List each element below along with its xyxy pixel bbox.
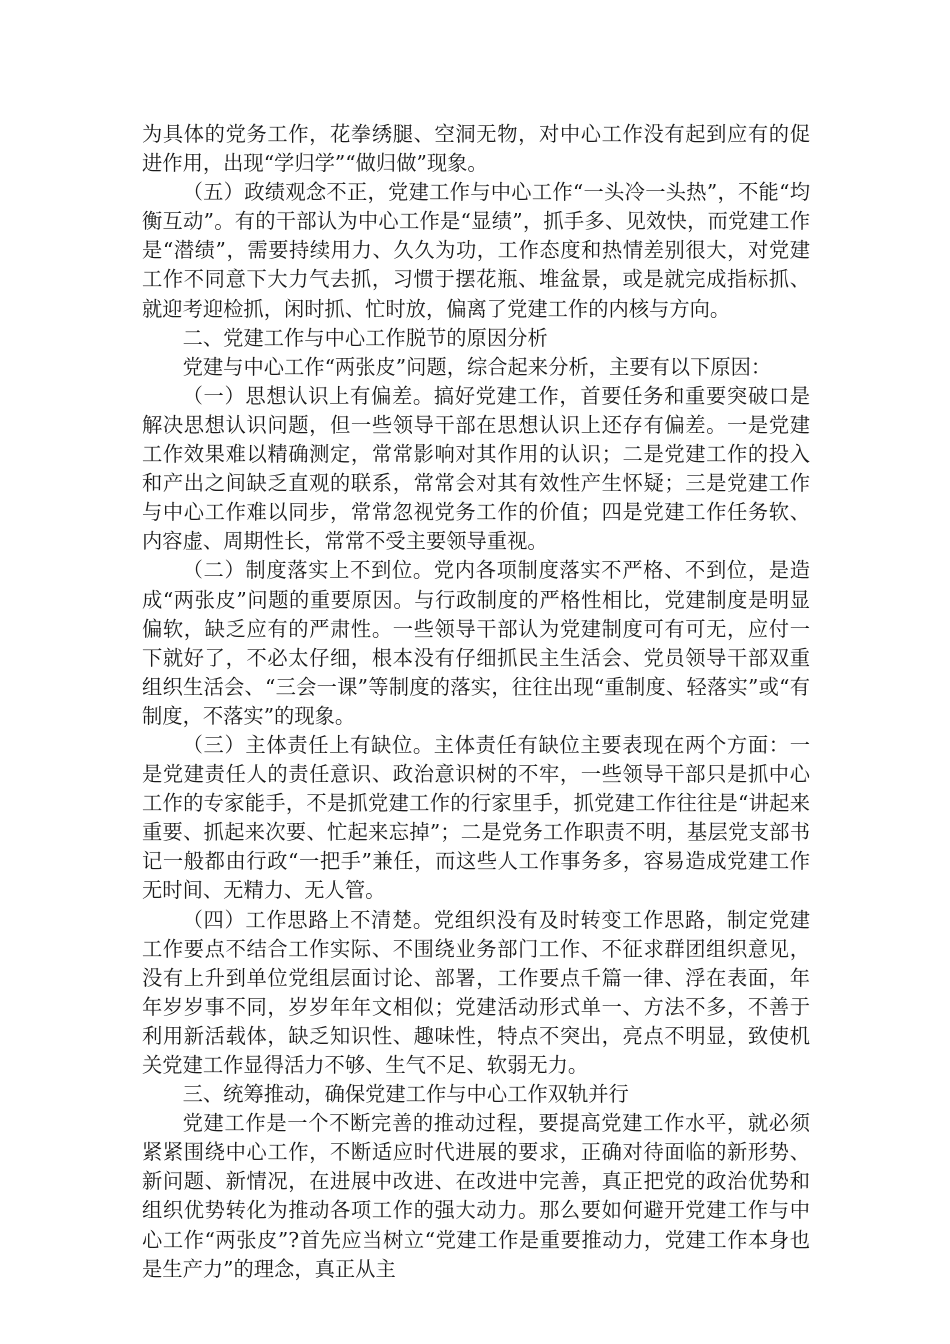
- paragraph-cause-one: （一）思想认识上有偏差。搞好党建工作，首要任务和重要突破口是解决思想认识问题，但一些领导干部在思想认识上还存有偏差。一是党建工作效果难以精确测定，常常影响对其作用的认识；二是党建工作的投入和产出之间缺乏直观的联系，常常会对其有效性产生怀疑；三是党建工作与中心工作难以同步，常常忽视党务工作的价值；四是党建工作任务软、内容虚、周期性长，常常不受主要领导重视。: [142, 383, 810, 554]
- section-heading-two: 二、党建工作与中心工作脱节的原因分析: [182, 325, 548, 350]
- paragraph-cause-four: （四）工作思路上不清楚。党组织没有及时转变工作思路，制定党建工作要点不结合工作实际、不围绕业务部门工作、不征求群团组织意见，没有上升到单位党组层面讨论、部署，工作要点千篇一律、浮在表面，年年岁岁事不同，岁岁年年文相似；党建活动形式单一、方法不多，不善于利用新活载体，缺乏知识性、趣味性，特点不突出，亮点不明显，致使机关党建工作显得活力不够、生气不足、软弱无力。: [142, 907, 810, 1077]
- paragraph-section-five: （五）政绩观念不正，党建工作与中心工作“一头冷一头热”，不能“均衡互动”。有的干部认为中心工作是“显绩”，抓手多、见效快，而党建工作是“潜绩”，需要持续用力、久久为功，工作态度和热情差别很大，对党建工作不同意下大力气去抓，习惯于摆花瓶、堆盆景，或是就完成指标抓、就迎考迎检抓，闲时抓、忙时放，偏离了党建工作的内核与方向。: [142, 180, 810, 321]
- paragraph-continuation: 为具体的党务工作，花拳绣腿、空洞无物，对中心工作没有起到应有的促进作用，出现“学归学”“做归做”现象。: [142, 122, 810, 176]
- paragraph-section-three-body: 党建工作是一个不断完善的推动过程，要提高党建工作水平，就必须紧紧围绕中心工作，不断适应时代进展的要求，正确对待面临的新形势、新问题、新情况，在进展中改进、在改进中完善，真正把党的政治优势和组织优势转化为推动各项工作的强大动力。那么要如何避开党建工作与中心工作“两张皮”?首先应当树立“党建工作是重要推动力，党建工作本身也是生产力”的理念，真正从主: [142, 1111, 810, 1281]
- document-body: [142, 120, 810, 1284]
- paragraph-cause-three: （三）主体责任上有缺位。主体责任有缺位主要表现在两个方面：一是党建责任人的责任意识、政治意识树的不牢，一些领导干部只是抓中心工作的专家能手，不是抓党建工作的行家里手，抓党建工作往往是“讲起来重要、抓起来次要、忙起来忘掉”；二是党务工作职责不明，基层党支部书记一般都由行政“一把手”兼任，而这些人工作事务多，容易造成党建工作无时间、无精力、无人管。: [142, 732, 810, 903]
- paragraph-causes-intro: 党建与中心工作“两张皮”问题，综合起来分析，主要有以下原因：: [182, 354, 772, 379]
- section-heading-three: 三、统筹推动，确保党建工作与中心工作双轨并行: [182, 1082, 629, 1107]
- paragraph-cause-two: （二）制度落实上不到位。党内各项制度落实不严格、不到位，是造成“两张皮”问题的重要原因。与行政制度的严格性相比，党建制度是明显偏软，缺乏应有的严肃性。一些领导干部认为党建制度可有可无，应付一下就好了，不必太仔细，根本没有仔细抓民主生活会、党员领导干部双重组织生活会、“三会一课”等制度的落实，往往出现“重制度、轻落实”或“有制度，不落实”的现象。: [142, 558, 810, 728]
